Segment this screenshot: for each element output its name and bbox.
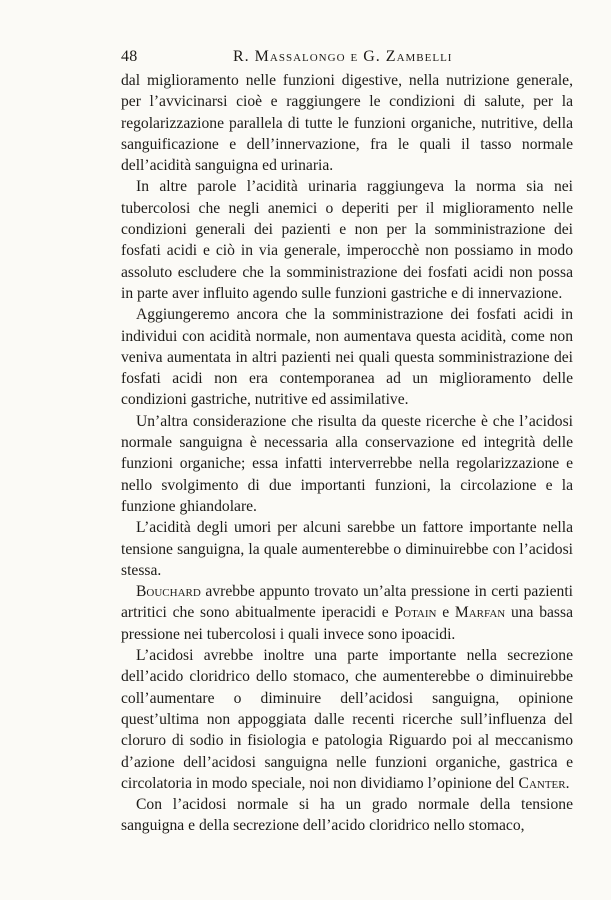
paragraph-6-text-a: avrebbe appunto trovato un’alta pressione in certi pazienti artritici che sono abitualmente iperacidi e (121, 583, 573, 622)
paragraph-7-text-b: . (565, 774, 570, 792)
author-name-bouchard: Bouchard (136, 583, 201, 601)
paragraph-5: L’acidità degli umori per alcuni sarebbe un fattore importante nella tensione sanguigna, la quale aumenterebbe o diminuirebbe con l’acidosi stessa. (121, 519, 573, 579)
paragraph-3: Aggiungeremo ancora che la somministrazione dei fosfati acidi in individui con acidità normale, non aumentava questa acidità, come non veniva aumentata in altri pazienti nei quali questa somministrazione dei fosfati acidi non era contemporanea ad un miglioramento delle condizioni gastriche, nutritive ed assimilative. (121, 306, 573, 409)
author-name-marfan: Marfan (454, 604, 506, 622)
page-number: 48 (121, 48, 138, 65)
paragraph-4: Un’altra considerazione che risulta da queste ricerche è che l’acidosi normale sanguigna è necessaria alla conservazione ed integrità delle funzioni organiche; essa infatti interverrebbe nella regolarizzazione e nello svolgimento di due importanti funzioni, la circolazione e la funzione ghiandolare. (121, 412, 573, 515)
author-name-canter: Canter (518, 774, 566, 792)
running-header (121, 48, 573, 70)
paragraph-6 (121, 581, 573, 645)
paragraph-2: In altre parole l’acidità urinaria raggiungeva la norma sia nei tubercolosi che negli anemici o deperiti per il miglioramento nelle condizioni generali dei pazienti e non per la somministrazione dei fosfati acidi e ciò in via generale, imperocchè non possiamo in modo assoluto escludere che la somministrazione dei fosfati acidi non possa in parte aver influito agendo sulle funzioni gastriche e di innervazione. (121, 178, 573, 302)
paragraph-1: dal miglioramento nelle funzioni digestive, nella nutrizione generale, per l’avvicinarsi cioè e raggiungere le condizioni di salute, per la regolarizzazione parallela di tutte le funzioni organiche, nutritive, della sanguificazione e dell’innervazione, fra le quali il tasso normale dell’acidità sanguigna ed urinaria. (121, 72, 573, 175)
running-title: R. Massalongo e G. Zambelli (233, 48, 453, 65)
paragraph-7-text-a: L’acidosi avrebbe inoltre una parte importante nella secrezione dell’acido cloridrico dello stomaco, che aumenterebbe o diminuirebbe coll’aumentare o diminuire dell’acidosi sanguigna, opinione quest’ultima non appoggiata dalle recenti ricerche sull’influenza del cloruro di sodio in fisiologia e patologia Riguardo poi al meccanismo d’azione dell’acidosi sanguigna nelle funzioni organiche, gastrica e circolatoria in modo speciale, noi non dividiamo l’opinione del (121, 647, 573, 792)
paragraph-7 (121, 645, 573, 794)
body-text (121, 70, 573, 837)
author-name-potain: Potain (394, 604, 437, 622)
paragraph-6-text-c: una bassa pressione nei tubercolosi i quali invece sono ipoacidi. (121, 604, 573, 643)
paragraph-6-text-b: e (436, 604, 455, 622)
paragraph-8: Con l’acidosi normale si ha un grado normale della tensione sanguigna e della secrezione dell’acido cloridrico nello stomaco, (121, 796, 573, 835)
